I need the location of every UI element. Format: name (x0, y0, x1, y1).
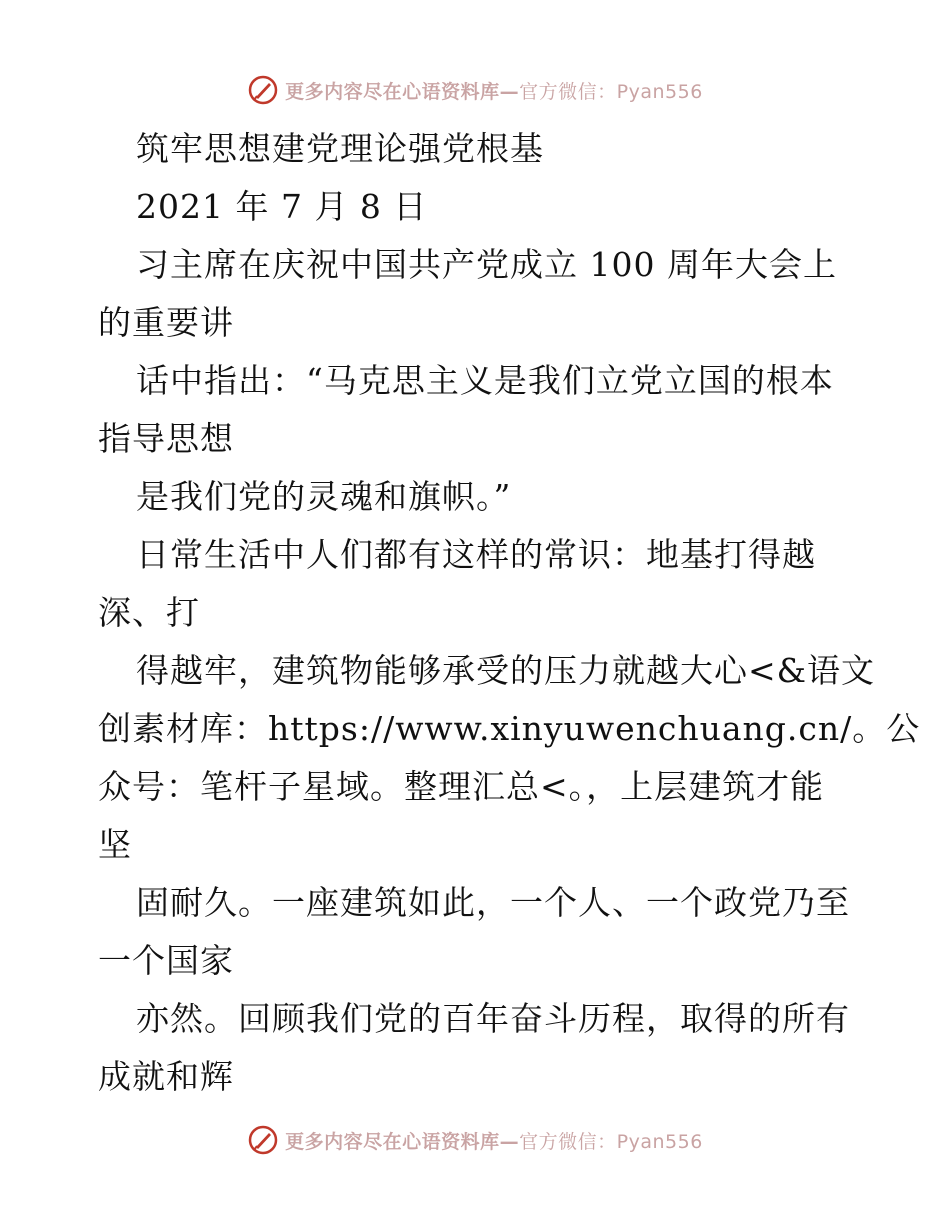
quill-logo-icon (247, 1124, 279, 1156)
footer-banner-text (285, 1127, 703, 1154)
header-banner-text (285, 77, 703, 104)
document-line: 话中指出：“马克思主义是我们立党立国的根本 (136, 361, 834, 400)
footer-banner-site: 更多内容尽在心语资料库— (285, 1130, 520, 1153)
document-line: 创素材库：https://www.xinyuwenchuang.cn/。公 (98, 709, 921, 748)
header-banner-site: 更多内容尽在心语资料库— (285, 80, 520, 103)
document-line: 众号：笔杆子星域。整理汇总<。，上层建筑才能 (98, 767, 825, 806)
document-line: 一个国家 (98, 941, 234, 980)
document-line: 日常生活中人们都有这样的常识：地基打得越 (136, 535, 816, 574)
header-banner-wechat: 官方微信：Pyan556 (519, 80, 703, 103)
document-line: 是我们党的灵魂和旗帜。” (136, 477, 512, 516)
document-line: 深、打 (98, 593, 200, 632)
header-watermark-banner (0, 70, 950, 110)
document-line: 指导思想 (98, 419, 234, 458)
document-line: 筑牢思想建党理论强党根基 (136, 129, 544, 168)
document-line: 亦然。回顾我们党的百年奋斗历程，取得的所有 (136, 999, 850, 1038)
quill-logo-icon (247, 74, 279, 106)
document-line: 得越牢，建筑物能够承受的压力就越大心<&语文 (136, 651, 876, 690)
document-line: 坚 (98, 825, 132, 864)
footer-banner-wechat: 官方微信：Pyan556 (519, 1130, 703, 1153)
document-body (98, 120, 921, 1106)
document-line: 2021 年 7 月 8 日 (136, 187, 428, 226)
document-line: 成就和辉 (98, 1057, 234, 1096)
document-line: 固耐久。一座建筑如此，一个人、一个政党乃至 (136, 883, 850, 922)
document-line: 的重要讲 (98, 303, 234, 342)
document-line: 习主席在庆祝中国共产党成立 100 周年大会上 (136, 245, 837, 284)
footer-watermark-banner (0, 1120, 950, 1160)
